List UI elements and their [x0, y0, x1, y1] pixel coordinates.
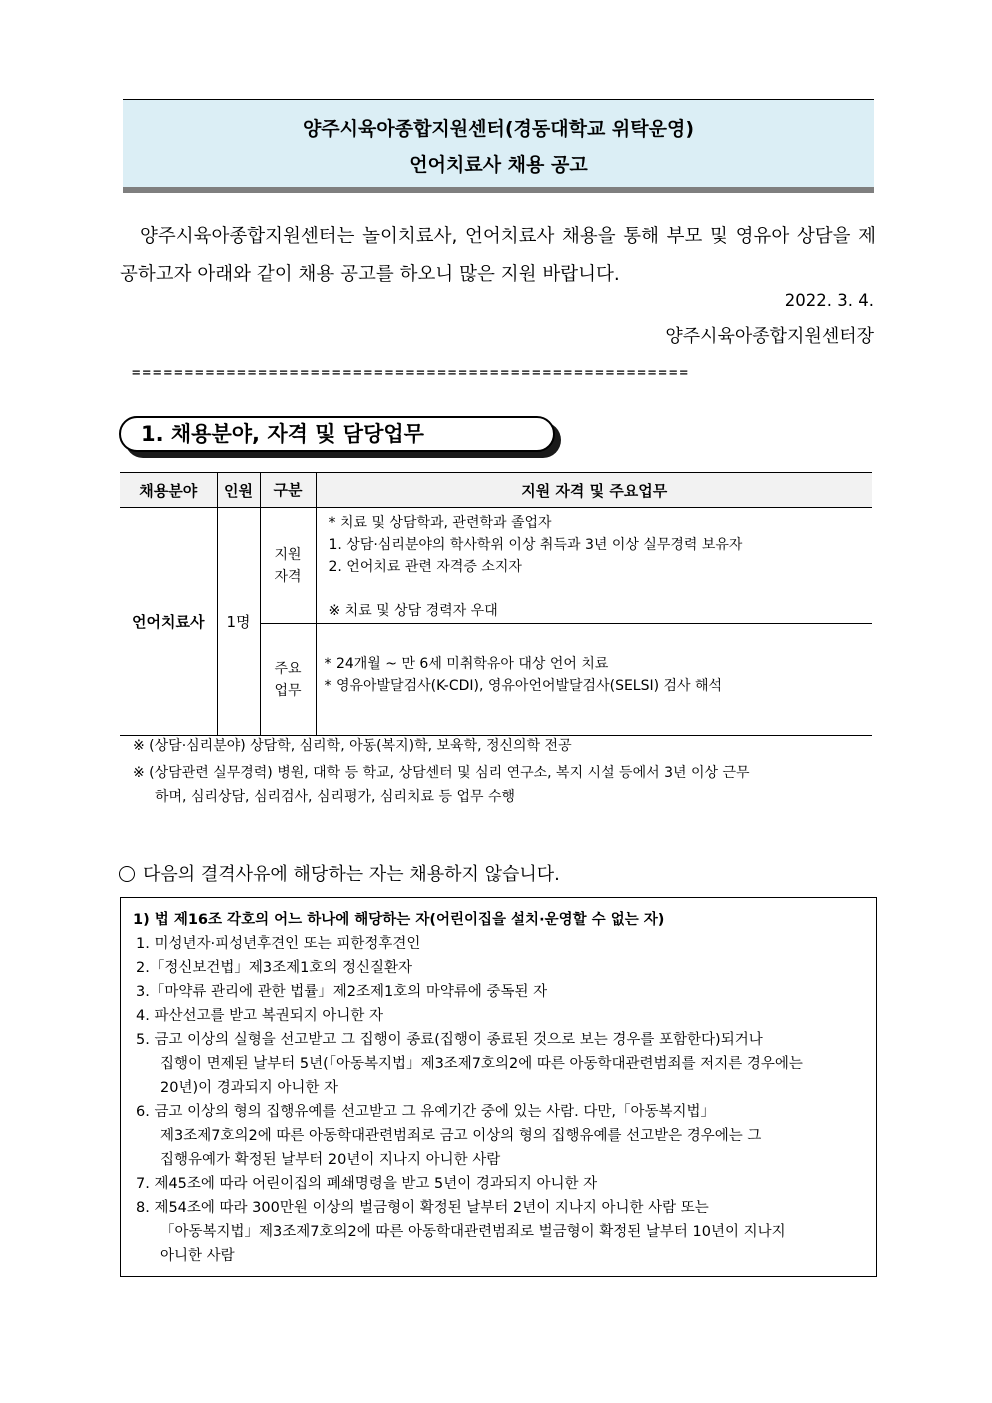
section-title: 1. 채용분야, 자격 및 담당업무: [119, 416, 555, 452]
list-item: [136, 980, 864, 1004]
list-item-text: 7. 제45조에 따라 어린이집의 폐쇄명령을 받고 5년이 경과되지 아니한 자: [136, 1176, 598, 1192]
count-cell: 1명: [217, 508, 260, 736]
list-item-continuation: 20년)이 경과되지 아니한 자: [160, 1080, 339, 1096]
duty-label-1: 주요: [274, 660, 302, 677]
list-item-text: 5. 금고 이상의 실형을 선고받고 그 집행이 종료(집행이 종료된 것으로 보는 경우를 포함한다)되거나: [136, 1032, 763, 1048]
list-item-continuation: 아니한 사람: [160, 1248, 235, 1264]
list-item: [136, 1028, 864, 1100]
header-type: 구분: [260, 473, 316, 508]
list-item: [136, 956, 864, 980]
note-experience-line2: 하며, 심리상담, 심리검사, 심리평가, 심리치료 등 업무 수행: [155, 789, 516, 805]
list-item-continuation: 제3조제7호의2에 따른 아동학대관련범죄로 금고 이상의 형의 집행유예를 선고받은 경우에는 그: [160, 1128, 762, 1144]
qual-description-cell: [316, 508, 872, 624]
list-item-text: 8. 제54조에 따라 300만원 이상의 벌금형이 확정된 날부터 2년이 지나지 아니한 사람 또는: [136, 1200, 709, 1216]
list-item-text: 1. 미성년자·피성년후견인 또는 피한정후견인: [136, 936, 421, 952]
list-item: [136, 932, 864, 956]
qual-line: ※ 치료 및 상담 경력자 우대: [328, 603, 498, 619]
header-field: 채용분야: [120, 473, 217, 508]
duty-label-2: 업무: [274, 682, 302, 699]
list-item-text: 3.「마약류 관리에 관한 법률」제2조제1호의 마약류에 중독된 자: [136, 984, 548, 1000]
recruitment-table: [120, 472, 872, 736]
circle-bullet-icon: [119, 866, 135, 882]
qual-label-1: 지원: [274, 546, 302, 563]
duty-line: * 24개월 ~ 만 6세 미취학유아 대상 언어 치료: [324, 656, 609, 672]
signer: 양주시육아종합지원센터장: [665, 326, 874, 347]
title-announcement: 언어치료사 채용 공고: [409, 154, 588, 176]
header-count: 인원: [217, 473, 260, 508]
title-box: [123, 99, 874, 193]
qual-label-2: 자격: [274, 568, 302, 585]
divider-line: =====================================================: [132, 365, 691, 381]
header-description: 지원 자격 및 주요업무: [316, 473, 872, 508]
qual-line: 2. 언어치료 관련 자격증 소지자: [328, 559, 522, 575]
disqualification-intro-text: 다음의 결격사유에 해당하는 자는 채용하지 않습니다.: [143, 864, 560, 885]
duty-description-cell: [316, 624, 872, 736]
qual-label-cell: [260, 508, 316, 624]
title-organization: 양주시육아종합지원센터(경동대학교 위탁운영): [302, 118, 695, 140]
disqualification-heading: 1) 법 제16조 각호의 어느 하나에 해당하는 자(어린이집을 설치·운영할 수 없는 자): [133, 912, 665, 928]
qual-line: * 치료 및 상담학과, 관련학과 졸업자: [328, 515, 552, 531]
note-major: ※ (상담·심리분야) 상담학, 심리학, 아동(복지)학, 보육학, 정신의학 전공: [133, 738, 572, 754]
table-row: [120, 508, 872, 624]
intro-paragraph: 양주시육아종합지원센터는 놀이치료사, 언어치료사 채용을 통해 부모 및 영유아 상담을 제공하고자 아래와 같이 채용 공고를 하오니 많은 지원 바랍니다.: [120, 226, 876, 285]
qual-line: 1. 상담·심리분야의 학사학위 이상 취득과 3년 이상 실무경력 보유자: [328, 537, 743, 553]
disqualification-intro: [119, 860, 560, 886]
list-item-continuation: 「아동복지법」제3조제7호의2에 따른 아동학대관련범죄로 벌금형이 확정된 날부터 10년이 지나지: [160, 1224, 786, 1240]
list-item-continuation: 집행유예가 확정된 날부터 20년이 지나지 아니한 사람: [160, 1152, 501, 1168]
list-item-text: 2.「정신보건법」제3조제1호의 정신질환자: [136, 960, 412, 976]
list-item-continuation: 집행이 면제된 날부터 5년(「아동복지법」제3조제7호의2에 따른 아동학대관련범죄를 저지른 경우에는: [160, 1056, 803, 1072]
table-header-row: [120, 473, 872, 508]
list-item-text: 4. 파산선고를 받고 복권되지 아니한 자: [136, 1008, 383, 1024]
duty-line: * 영유아발달검사(K-CDI), 영유아언어발달검사(SELSI) 검사 해석: [324, 678, 723, 694]
announcement-date: 2022. 3. 4.: [784, 291, 874, 310]
qual-line: [329, 578, 873, 600]
list-item: [136, 1004, 864, 1028]
disqualification-box: [120, 897, 877, 1277]
list-item: [136, 1172, 864, 1196]
note-experience: [133, 761, 853, 809]
duty-label-cell: [260, 624, 316, 736]
disqualification-list: [133, 932, 864, 1268]
list-item: [136, 1100, 864, 1172]
field-cell: 언어치료사: [120, 508, 217, 736]
section-heading: [119, 416, 563, 458]
list-item: [136, 1196, 864, 1268]
list-item-text: 6. 금고 이상의 형의 집행유예를 선고받고 그 유예기간 중에 있는 사람. 다만,「아동복지법」: [136, 1104, 715, 1120]
note-experience-line1: ※ (상담관련 실무경력) 병원, 대학 등 학교, 상담센터 및 심리 연구소, 복지 시설 등에서 3년 이상 근무: [133, 765, 750, 781]
